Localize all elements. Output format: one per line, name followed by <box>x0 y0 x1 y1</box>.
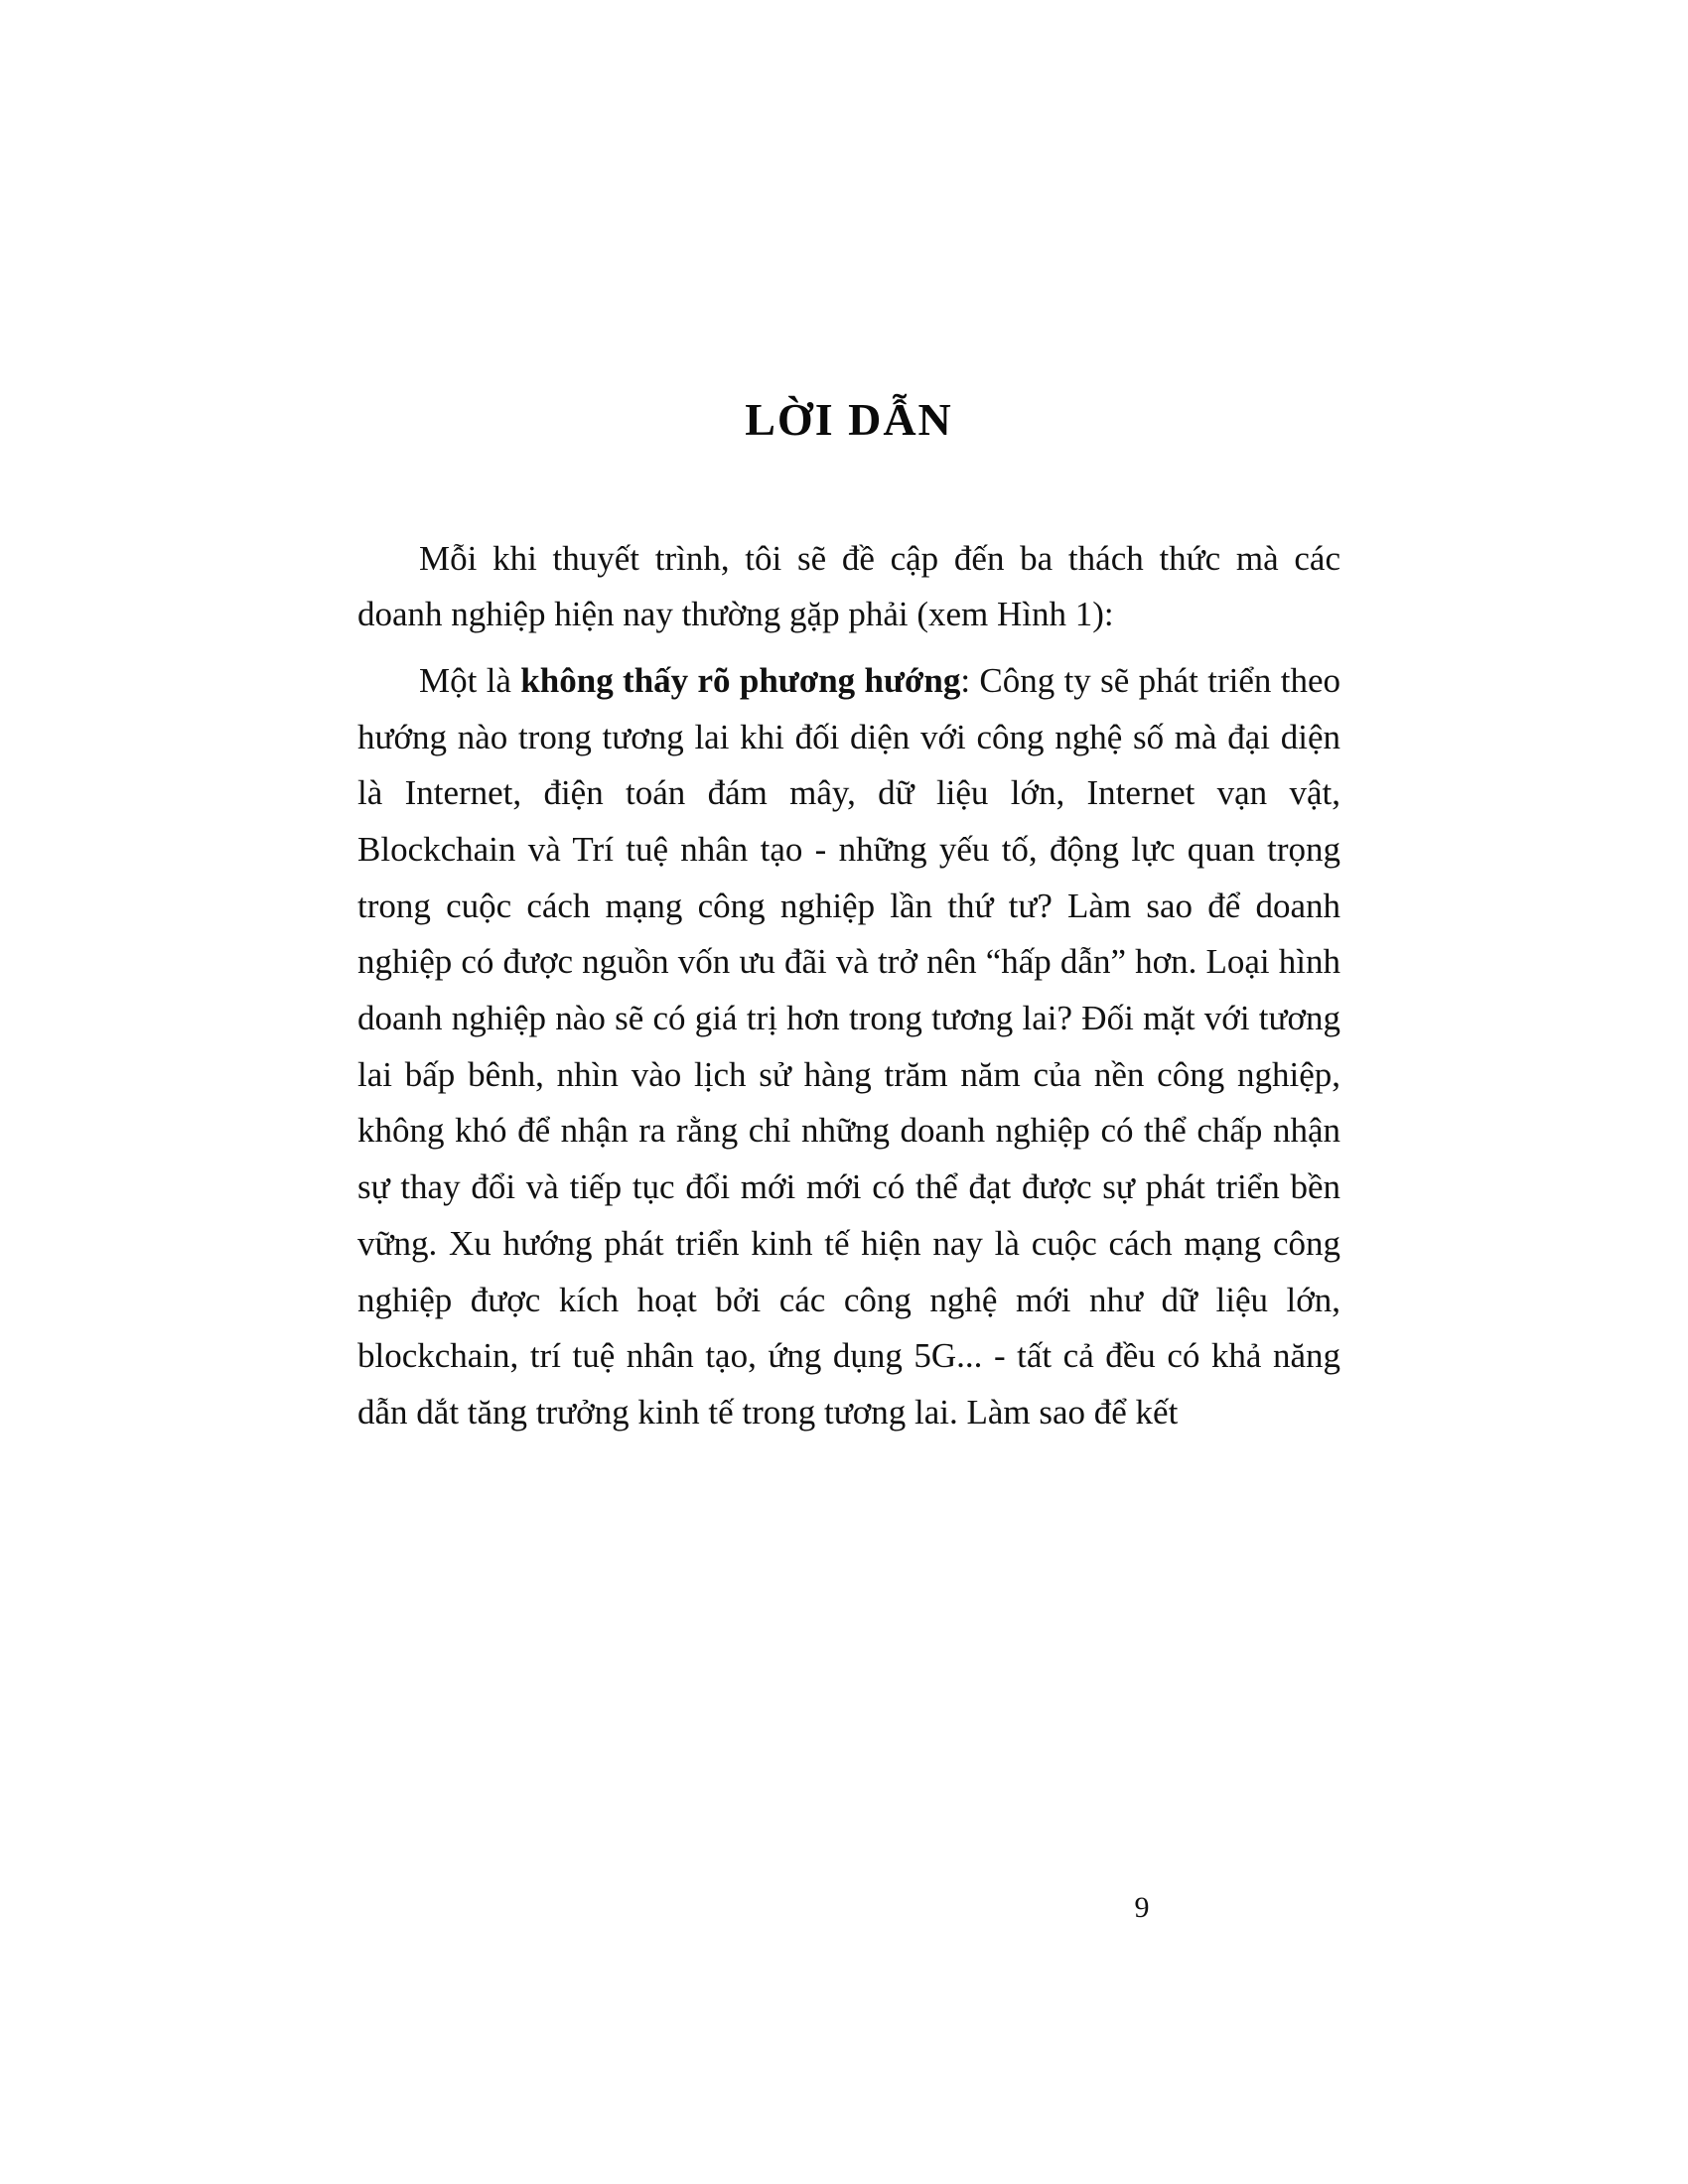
paragraph-1 <box>357 531 1340 643</box>
paragraph-2-body-text: : Công ty sẽ phát triển theo hướng nào trong tương lai khi đối diện với công nghệ số mà đại diện là Internet, điện toán đám mây, dữ liệu lớn, Internet vạn vật, Blockchain và Trí tuệ nhân tạo - những yếu tố, động lực quan trọng trong cuộc cách mạng công nghiệp lần thứ tư? Làm sao để doanh nghiệp có được nguồn vốn ưu đãi và trở nên “hấp dẫn” hơn. Loại hình doanh nghiệp nào sẽ có giá trị hơn trong tương lai? Đối mặt với tương lai bấp bênh, nhìn vào lịch sử hàng trăm năm của nền công nghiệp, không khó để nhận ra rằng chỉ những doanh nghiệp có thể chấp nhận sự thay đổi và tiếp tục đổi mới mới có thể đạt được sự phát triển bền vững. Xu hướng phát triển kinh tế hiện nay là cuộc cách mạng công nghiệp được kích hoạt bởi các công nghệ mới như dữ liệu lớn, blockchain, trí tuệ nhân tạo, ứng dụng 5G... - tất cả đều có khả năng dẫn dắt tăng trưởng kinh tế trong tương lai. Làm sao để kết <box>357 660 1340 1432</box>
chapter-title: LỜI DẪN <box>745 394 953 445</box>
paragraph-2 <box>357 653 1340 1441</box>
paragraph-2-bold-phrase: không thấy rõ phương hướng <box>520 660 961 700</box>
paragraph-2-lead-text: Một là <box>419 660 521 700</box>
page-content <box>357 0 1340 1441</box>
page-number <box>0 1891 1688 1925</box>
page-number-value: 9 <box>1134 1891 1150 1924</box>
paragraph-1-text: Mỗi khi thuyết trình, tôi sẽ đề cập đến ba thách thức mà các doanh nghiệp hiện nay thường gặp phải (xem Hình 1): <box>357 538 1340 634</box>
